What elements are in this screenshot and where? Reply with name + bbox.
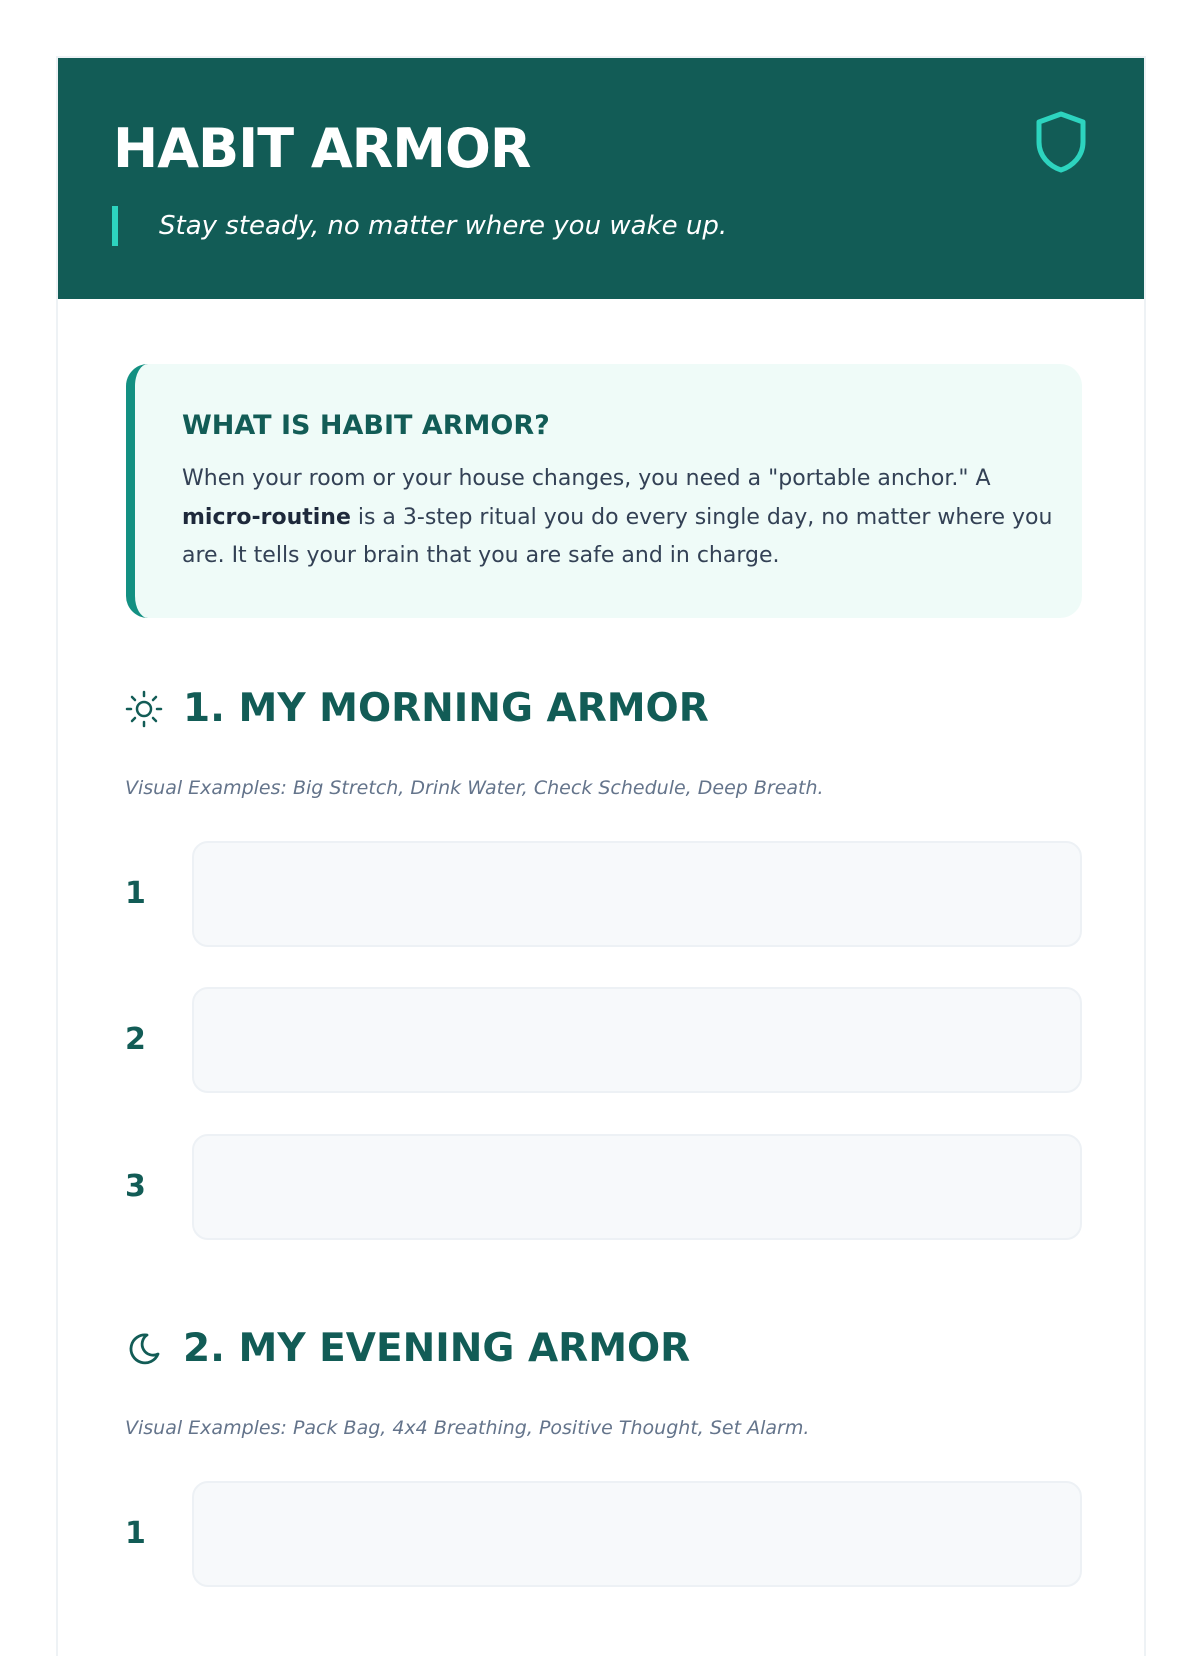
header-banner bbox=[58, 58, 1144, 299]
info-box bbox=[126, 364, 1082, 618]
tagline-accent-bar bbox=[112, 206, 118, 246]
sun-icon bbox=[125, 690, 163, 728]
page-title: HABIT ARMOR bbox=[113, 117, 531, 180]
info-text-bold: micro-routine bbox=[182, 504, 351, 530]
info-heading: WHAT IS HABIT ARMOR? bbox=[182, 410, 550, 441]
morning-step-number-3: 3 bbox=[125, 1169, 146, 1204]
morning-step-number-2: 2 bbox=[125, 1022, 146, 1057]
tagline: Stay steady, no matter where you wake up. bbox=[159, 211, 728, 241]
evening-step-1-input[interactable] bbox=[192, 1481, 1082, 1587]
section-morning-heading bbox=[125, 683, 709, 735]
info-text bbox=[182, 460, 1062, 576]
morning-step-2-input[interactable] bbox=[192, 987, 1082, 1093]
habit-armor-card bbox=[56, 56, 1146, 1656]
section-evening-heading bbox=[125, 1323, 690, 1375]
section-evening-title: 2. MY EVENING ARMOR bbox=[183, 1326, 691, 1371]
section-morning-title: 1. MY MORNING ARMOR bbox=[183, 686, 709, 731]
section-evening-examples: Visual Examples: Pack Bag, 4x4 Breathing, Positive Thought, Set Alarm. bbox=[125, 1417, 810, 1439]
shield-icon bbox=[1033, 110, 1089, 174]
morning-step-3-input[interactable] bbox=[192, 1134, 1082, 1240]
evening-step-number-1: 1 bbox=[125, 1516, 146, 1551]
info-text-end: is a 3-step ritual you do every single day, no matter where you are. It tells your brain that you are safe and in charge. bbox=[182, 504, 1053, 568]
section-morning-examples: Visual Examples: Big Stretch, Drink Water, Check Schedule, Deep Breath. bbox=[125, 777, 824, 799]
morning-step-1-input[interactable] bbox=[192, 841, 1082, 947]
moon-icon bbox=[125, 1330, 163, 1368]
morning-step-number-1: 1 bbox=[125, 876, 146, 911]
info-text-start: When your room or your house changes, you need a "portable anchor." A bbox=[182, 466, 991, 491]
